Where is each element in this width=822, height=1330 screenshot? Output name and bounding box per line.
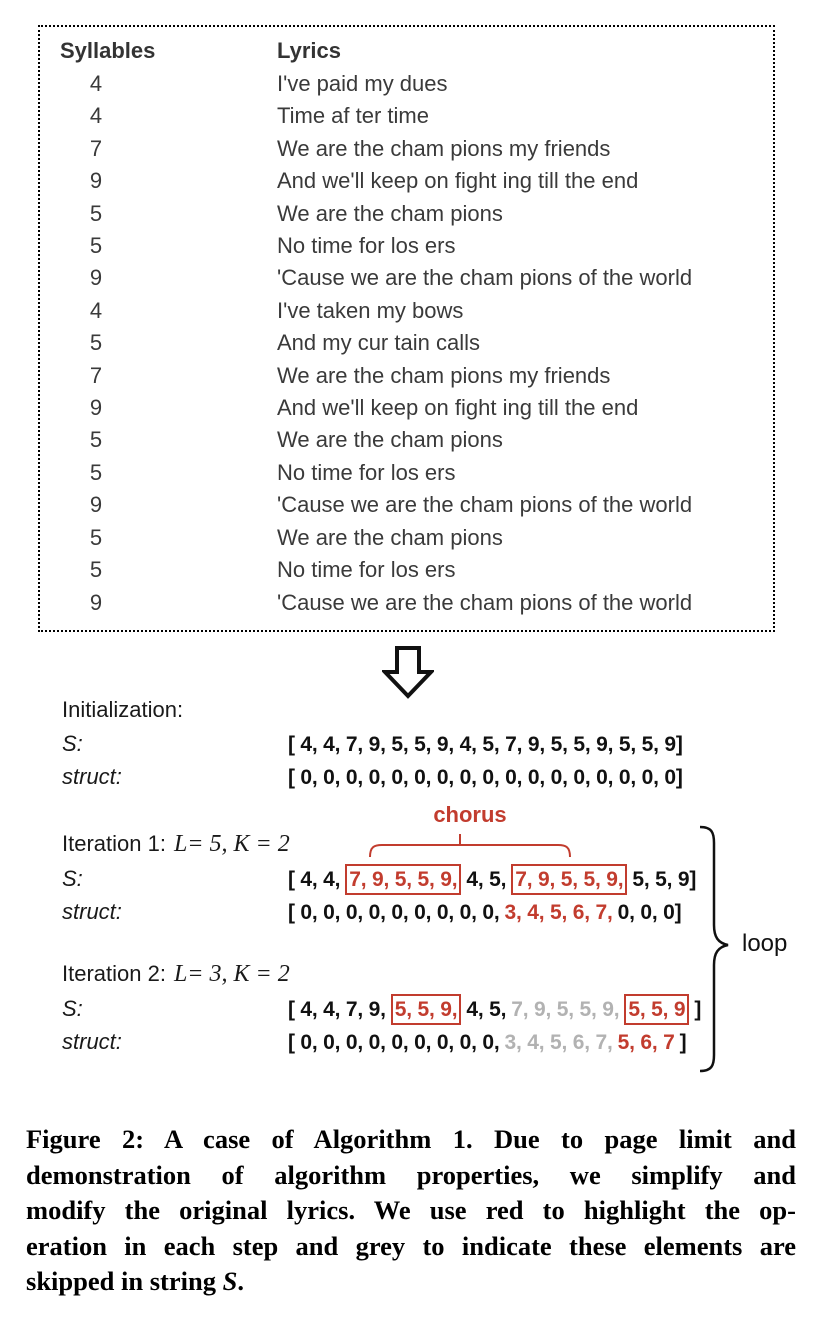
array-segment: 3, 4, 5, 6, 7, — [504, 901, 613, 924]
syllable-count: 5 — [89, 524, 103, 550]
caption-text: skipped in string — [26, 1266, 223, 1296]
lyric-line: And we'll keep on fight ing till the end — [277, 395, 639, 421]
array-segment: 4, 5, — [466, 998, 507, 1021]
syllable-count: 7 — [89, 135, 103, 161]
iteration1-s-row — [62, 864, 696, 895]
lyric-line: We are the cham pions — [277, 427, 503, 453]
lyric-line: I've paid my dues — [277, 71, 448, 96]
table-row — [60, 100, 773, 132]
figure-caption — [26, 1122, 796, 1300]
chorus-annotation: chorus — [433, 802, 507, 827]
lyric-line: We are the cham pions my friends — [277, 135, 611, 161]
init-struct-array: [ 0, 0, 0, 0, 0, 0, 0, 0, 0, 0, 0, 0, 0, 0, 0, 0, 0] — [288, 766, 683, 789]
down-arrow-icon — [382, 645, 434, 699]
syllable-count: 9 — [89, 168, 103, 194]
caption-text: modify the original lyrics. We use red to highlight the op- — [26, 1195, 796, 1225]
column-header-lyrics: Lyrics — [277, 38, 342, 63]
iteration1-struct-array — [288, 901, 681, 925]
table-row — [60, 360, 773, 392]
array-segment: [ 4, 4, 7, 9, — [288, 998, 386, 1021]
iteration2-struct-row — [62, 1029, 686, 1055]
caption-text: eration in each step and grey to indicate these elements are — [26, 1230, 796, 1261]
iteration1-title — [62, 831, 290, 858]
caption-text: S — [222, 1266, 238, 1296]
table-row — [60, 554, 773, 586]
lyric-line: We are the cham pions — [277, 524, 503, 550]
iteration1-params: L= 5, K = 2 — [173, 831, 290, 857]
table-row — [60, 133, 773, 165]
chorus-brace-icon — [368, 831, 572, 859]
array-segment: [ 0, 0, 0, 0, 0, 0, 0, 0, 0, — [288, 1031, 500, 1054]
initialization-label: Initialization: — [62, 697, 184, 722]
iteration1-struct-row — [62, 899, 681, 925]
syllable-count: 5 — [89, 233, 103, 259]
syllable-count: 4 — [89, 71, 103, 96]
iteration1-s-array — [288, 864, 696, 895]
lyrics-table — [38, 25, 775, 632]
s-variable-label: S: — [62, 996, 83, 1021]
syllable-count: 5 — [89, 459, 103, 485]
struct-variable-label: struct: — [62, 1029, 122, 1054]
table-row — [60, 392, 773, 424]
table-row — [60, 68, 773, 100]
table-row — [60, 262, 773, 294]
table-row — [60, 489, 773, 521]
column-header-syllables: Syllables — [60, 38, 156, 63]
array-segment: 3, 4, 5, 6, 7, — [504, 1031, 613, 1054]
table-body — [60, 68, 773, 619]
init-struct-row — [62, 764, 683, 790]
loop-brace-icon — [694, 824, 740, 1074]
init-s-row — [62, 731, 683, 757]
loop-annotation: loop — [742, 930, 788, 957]
chorus-boxed-segment: 7, 9, 5, 5, 9, — [511, 864, 627, 895]
caption-text: demonstration of algorithm properties, we simplify and — [26, 1159, 796, 1190]
lyric-line: I've taken my bows — [277, 297, 464, 323]
syllable-count: 4 — [89, 297, 103, 323]
array-segment: 5, 6, 7 — [617, 1031, 675, 1054]
lyric-line: 'Cause we are the cham pions of the world — [277, 265, 693, 291]
iteration2-s-array — [288, 994, 701, 1025]
lyric-line: 'Cause we are the cham pions of the world — [277, 492, 693, 518]
caption-line — [26, 1193, 796, 1229]
array-segment: ] — [679, 1031, 687, 1054]
caption-text: . — [237, 1266, 244, 1296]
lyric-line: We are the cham pions — [277, 200, 503, 226]
struct-variable-label: struct: — [62, 899, 122, 924]
lyric-line: No time for los ers — [277, 459, 456, 485]
iteration1-label: Iteration 1: — [62, 831, 166, 856]
table-row — [60, 198, 773, 230]
iteration2-title — [62, 961, 290, 988]
array-segment: 5, 5, 9] — [632, 868, 697, 891]
caption-line — [26, 1229, 796, 1265]
chorus-boxed-segment: 5, 5, 9, — [391, 994, 462, 1025]
table-row — [60, 522, 773, 554]
syllable-count: 7 — [89, 362, 103, 388]
array-segment: [ 4, 4, — [288, 868, 341, 891]
table-row — [60, 230, 773, 262]
caption-line — [26, 1122, 796, 1158]
table-row — [60, 457, 773, 489]
table-header — [60, 33, 773, 68]
iteration2-params: L= 3, K = 2 — [173, 961, 290, 987]
lyric-line: Time af ter time — [277, 103, 429, 129]
lyric-line: And my cur tain calls — [277, 330, 480, 356]
chorus-boxed-segment: 5, 5, 9 — [624, 994, 689, 1025]
lyric-line: No time for los ers — [277, 233, 456, 259]
caption-text: Figure 2: A case of Algorithm 1. Due to page limit and — [26, 1124, 796, 1154]
syllable-count: 5 — [89, 427, 103, 453]
iteration2-struct-array — [288, 1031, 686, 1055]
array-segment: [ 0, 0, 0, 0, 0, 0, 0, 0, 0, — [288, 901, 500, 924]
syllable-count: 4 — [89, 103, 103, 129]
s-variable-label: S: — [62, 731, 83, 756]
struct-variable-label: struct: — [62, 764, 122, 789]
array-segment: 0, 0, 0] — [617, 901, 682, 924]
s-variable-label: S: — [62, 866, 83, 891]
syllable-count: 9 — [89, 492, 103, 518]
syllable-count: 9 — [89, 395, 103, 421]
caption-line — [26, 1158, 796, 1194]
lyric-line: And we'll keep on fight ing till the end — [277, 168, 639, 194]
table-row — [60, 327, 773, 359]
iteration2-label: Iteration 2: — [62, 961, 166, 986]
table-row — [60, 587, 773, 619]
array-segment: 4, 5, — [466, 868, 507, 891]
chorus-boxed-segment: 7, 9, 5, 5, 9, — [345, 864, 461, 895]
lyric-line: 'Cause we are the cham pions of the world — [277, 589, 693, 615]
table-row — [60, 165, 773, 197]
iteration2-s-row — [62, 994, 701, 1025]
syllable-count: 9 — [89, 589, 103, 615]
lyric-line: We are the cham pions my friends — [277, 362, 611, 388]
array-segment: ] — [694, 998, 702, 1021]
array-segment: 7, 9, 5, 5, 9, — [511, 998, 620, 1021]
table-row — [60, 424, 773, 456]
syllable-count: 5 — [89, 557, 103, 583]
caption-line — [26, 1264, 796, 1300]
lyric-line: No time for los ers — [277, 557, 456, 583]
syllable-count: 5 — [89, 330, 103, 356]
init-s-array: [ 4, 4, 7, 9, 5, 5, 9, 4, 5, 7, 9, 5, 5, 9, 5, 5, 9] — [288, 733, 683, 756]
syllable-count: 5 — [89, 200, 103, 226]
table-row — [60, 295, 773, 327]
syllable-count: 9 — [89, 265, 103, 291]
